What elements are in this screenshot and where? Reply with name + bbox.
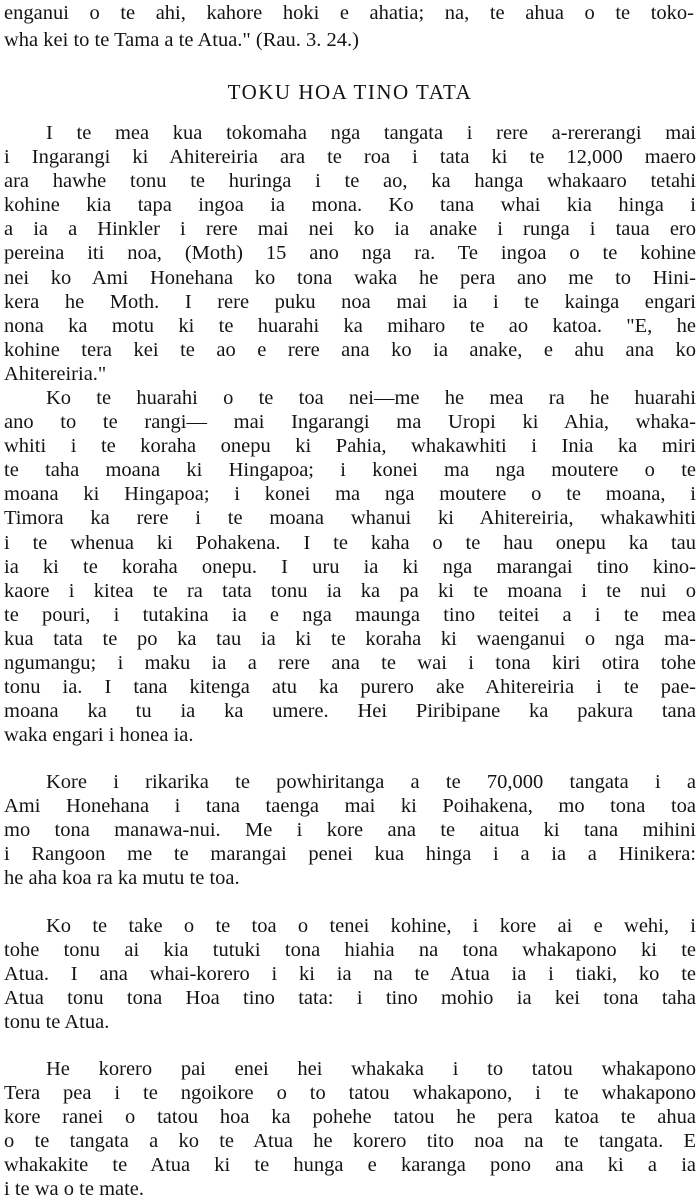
paragraph-line: Atua. I ana whai-korero i ki ia na te Atua ia i tiaki, ko te [4, 963, 696, 986]
paragraph-line: kore ranei o tatou hoa ka pohehe tatou he pera katoa te ahua [4, 1106, 696, 1129]
paragraph-line: i te whenua ki Pohakena. I te kaha o te hau onepu ka tau [4, 531, 696, 554]
paragraph [4, 386, 696, 747]
paragraph-line: te taha moana ki Hingapoa; i konei ma nga moutere o te [4, 459, 696, 482]
paragraph-line: i Rangoon me te marangai penei kua hinga i a ia a Hinikera: [4, 843, 696, 866]
paragraph-line: Ahitereiria." [4, 362, 107, 385]
paragraph-line: I te mea kua tokomaha nga tangata i rere a-rererangi mai [46, 122, 696, 144]
paragraph-line: Tera pea i te ngoikore o to tatou whakapono, i te whakapono [4, 1082, 696, 1105]
paragraph-line: ngumangu; i maku ia a rere ana te wai i tona kiri otira tohe [4, 652, 696, 675]
paragraph-line: ano to te rangi— mai Ingarangi ma Uropi ki Ahia, whaka- [4, 411, 696, 434]
paragraph-line: Atua tonu tona Hoa tino tata: i tino mohio ia kei tona taha [4, 987, 696, 1010]
paragraph-line: tonu te Atua. [4, 1011, 110, 1034]
paragraph-line: nona ka motu ki te huarahi ka miharo te ao katoa. "E, he [4, 314, 696, 337]
paragraph-line: te pouri, i tutakina ia e nga maunga tino teitei a i te mea [4, 603, 696, 626]
paragraph-line: kera he Moth. I rere puku noa mai ia i te kainga engari [4, 290, 696, 313]
paragraph [4, 1057, 696, 1202]
paragraph [4, 121, 696, 386]
paragraph-line: i Ingarangi ki Ahitereiria ara te roa i tata ki te 12,000 maero [4, 146, 696, 169]
paragraph-line: kohine tera kei te ao e rere ana ko ia anake, e ahu ana ko [4, 338, 696, 361]
paragraph-line: ara hawhe tonu te huringa i te ao, ka hanga whakaaro tetahi [4, 170, 696, 193]
paragraph-line: a ia a Hinkler i rere mai nei ko ia anake i runga i taua ero [4, 218, 696, 241]
paragraph-line: moana ki Hingapoa; i konei ma nga moutere o te moana, i [4, 483, 696, 506]
paragraph-line: whiti i te koraha onepu ki Pahia, whakawhiti i Inia ka miri [4, 435, 696, 458]
paragraph-line: Ko te take o te toa o tenei kohine, i kore ai e wehi, i [46, 915, 696, 937]
paragraph-line: he aha koa ra ka mutu te toa. [4, 867, 240, 890]
paragraph-line: Timora ka rere i te moana whanui ki Ahitereiria, whakawhiti [4, 507, 696, 530]
paragraph-line: Ami Honehana i tana taenga mai ki Poihakena, mo tona toa [4, 795, 696, 818]
intro-line: wha kei to te Tama a te Atua." (Rau. 3. 24.) [4, 29, 359, 51]
paragraph-line: nei ko Ami Honehana ko tona waka he pera ano me to Hini- [4, 266, 696, 289]
paragraph-line: kaore i kitea te ra tata tonu ia ka pa ki te moana i te nui o [4, 579, 696, 602]
paragraph-line: mo tona manawa-nui. Me i kore ana te aitua ki tana mihini [4, 819, 696, 842]
paragraph-line: kohine kia tapa ingoa ia mona. Ko tana whai kia hinga i [4, 194, 696, 217]
paragraph-line: o te tangata a ko te Atua he korero tito noa na te tangata. E [4, 1130, 696, 1153]
paragraph-line: tohe tonu ai kia tutuki tona hiahia na tona whakapono ki te [4, 939, 696, 962]
paragraph-line: tonu ia. I tana kitenga atu ka purero ake Ahitereiria i te pae- [4, 676, 696, 699]
paragraph-line: whakakite te Atua ki te hunga e karanga pono ana ki a ia [4, 1154, 696, 1177]
paragraph-line: ia ki te koraha onepu. I uru ia ki nga marangai tino kino- [4, 555, 696, 578]
paragraph-line: He korero pai enei hei whakaka i to tatou whakapono [46, 1058, 696, 1080]
paragraph-line: Ko te huarahi o te toa nei—me he mea ra he huarahi [46, 387, 696, 409]
paragraph-line: i te wa o te mate. [4, 1178, 145, 1201]
paragraph-line: moana ka tu ia ka umere. Hei Piribipane ka pakura tana [4, 700, 696, 723]
article-title: TOKU HOA TINO TATA [227, 80, 473, 104]
paragraph-line: kua tata te po ka tau ia ki te koraha ki waenganui o nga ma- [4, 627, 696, 650]
paragraph [4, 770, 696, 890]
intro-text [4, 0, 694, 54]
paragraph-line: waka engari i honea ia. [4, 724, 194, 747]
paragraph-line: pereina iti noa, (Moth) 15 ano nga ra. Te ingoa o te kohine [4, 242, 696, 265]
paragraph-line: Kore i rikarika te powhiritanga a te 70,000 tangata i a [46, 771, 696, 793]
paragraph [4, 914, 696, 1034]
intro-line: enganui o te ahi, kahore hoki e ahatia; na, te ahua o te toko- [4, 2, 694, 24]
